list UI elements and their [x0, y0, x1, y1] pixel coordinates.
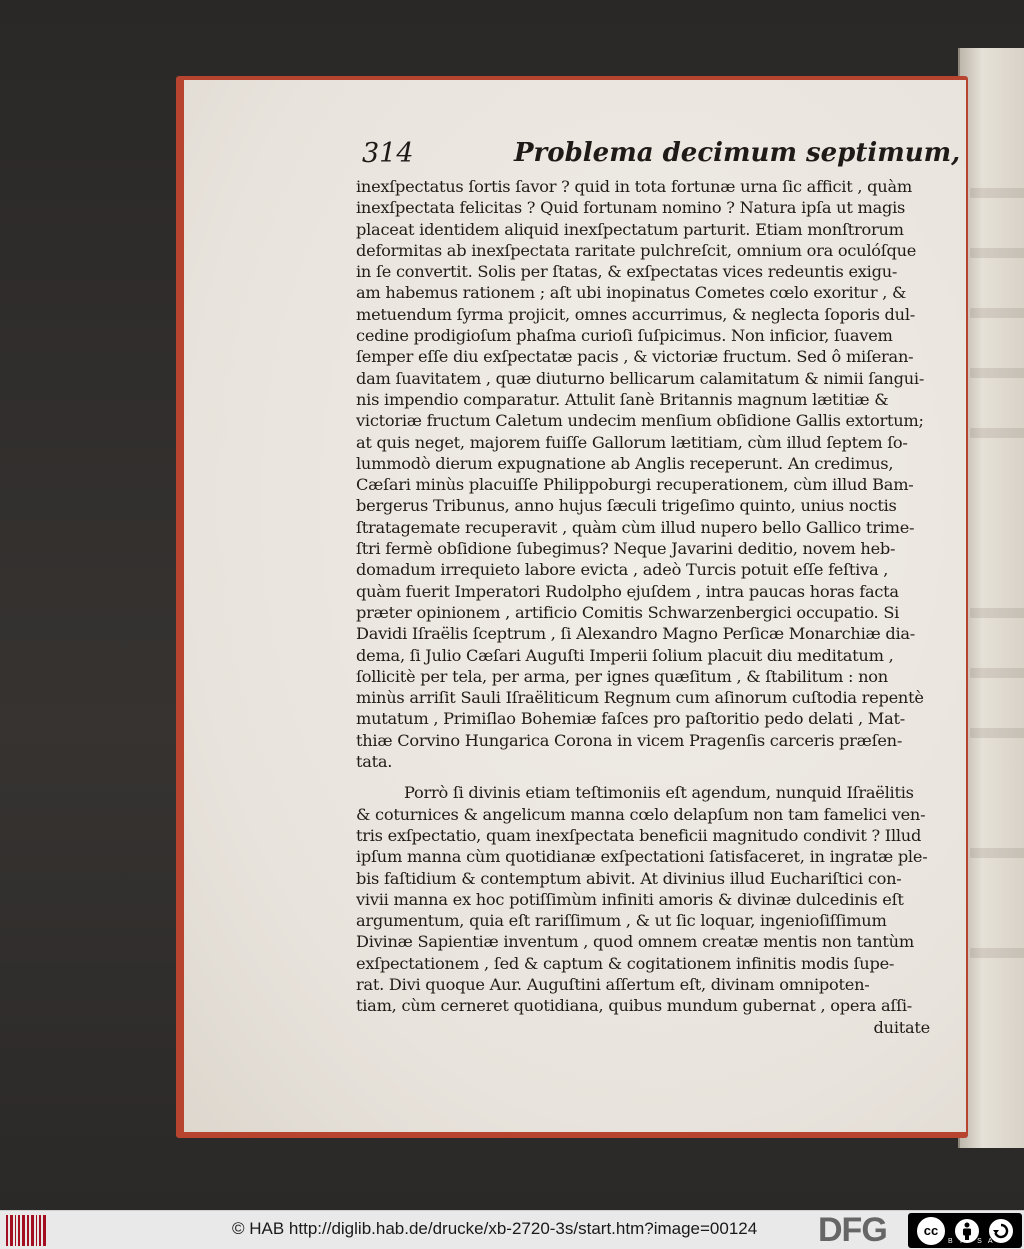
text-line: Cæſari minùs placuiſſe Philippoburgi recuperationem, cùm illud Bam- — [356, 475, 914, 495]
text-line: nis impendio comparatur. Attulit ſanè Britannis magnum lætitiæ & — [356, 389, 889, 409]
text-line: vivii manna ex hoc potiſſimùm infiniti amoris & divinæ dulcedinis eſt — [356, 889, 904, 909]
text-line: inexſpectata felicitas ? Quid fortunam nomino ? Natura ipſa ut magis — [356, 198, 906, 218]
text-line: dema, ſi Julio Cæſari Auguſti Imperii ſolium placuit diu meditatum , — [356, 645, 894, 665]
running-title: Problema decimum septimum, — [514, 138, 961, 168]
cc-icon: cc — [915, 1215, 947, 1247]
text-line: exſpectationem , ſed & captum & cogitationem infinitis modis ſupe- — [356, 953, 895, 973]
license-label: BY SA — [948, 1238, 999, 1245]
text-line: præter opinionem , artificio Comitis Schwarzenbergici occupatio. Si — [356, 602, 900, 622]
dfg-logo: DFG — [818, 1211, 887, 1249]
text-line: ſtratagemate recuperavit , quàm cùm illud nupero bello Gallico trime- — [356, 517, 915, 537]
text-line: Divinæ Sapientiæ inventum , quod omnem creatæ mentis non tantùm — [356, 932, 914, 952]
text-line: bergerus Tribunus, anno hujus ſæculi trigeſimo quinto, unius noctis — [356, 496, 897, 516]
text-line: cedine prodigioſum phaſma curioſi ſuſpicimus. Non inficior, ſuavem — [356, 326, 893, 346]
footer-bar — [0, 1210, 1024, 1249]
text-line: deformitas ab inexſpectata raritate pulchreſcit, omnium ora oculóſque — [356, 240, 917, 260]
library-logo-icon — [6, 1215, 46, 1246]
text-line: mutatum , Primiſlao Bohemiæ faſces pro paſtoritio pedo delati , Mat- — [356, 709, 905, 729]
text-line: ſemper eſſe diu exſpectatæ pacis , & victoriæ fructum. Sed ô miſeran- — [356, 347, 914, 367]
text-line: argumentum, quia eſt rariſſimum , & ut ſic loquar, ingenioſiſſimum — [356, 911, 887, 931]
text-line: & coturnices & angelicum manna cœlo delapſum non tam famelici ven- — [356, 804, 926, 824]
text-line: dam ſuavitatem , quæ diuturno bellicarum calamitatum & nimii ſangui- — [356, 368, 925, 388]
text-line: Davidi Iſraëlis ſceptrum , ſi Alexandro Magno Perſicæ Monarchiæ dia- — [356, 624, 916, 644]
text-line: quàm fuerit Imperatori Rudolpho ejuſdem , intra paucas horas facta — [356, 581, 899, 601]
text-line: at quis neget, majorem fuiſſe Gallorum lætitiam, cùm illud ſeptem ſo- — [356, 432, 908, 452]
text-line: inexſpectatus ſortis ſavor ? quid in tota fortunæ urna ſic afficit , quàm — [356, 177, 912, 196]
text-line: domadum irrequieto labore evicta , adeò Turcis potuit eſſe feſtiva , — [356, 560, 889, 580]
text-line: tris exſpectatio, quam inexſpectata beneficii magnitudo condivit ? Illud — [356, 825, 922, 845]
text-line: in ſe convertit. Solis per ſtatas, & exſpectatas vices redeuntis exigu- — [356, 262, 898, 282]
text-line: bis faſtidium & contemptum abivit. At divinius illud Euchariſtici con- — [356, 868, 902, 888]
text-line: minùs arriſit Sauli Iſraëliticum Regnum cum aſinorum cuſtodia repentè — [356, 688, 924, 708]
catchword: duitate — [873, 1017, 930, 1037]
page-number: 314 — [362, 138, 414, 169]
text-line: tata. — [356, 752, 393, 772]
text-line: am habemus rationem ; aſt ubi inopinatus Cometes cœlo exoritur , & — [356, 283, 907, 303]
text-line: Porrò ſi divinis etiam teſtimoniis eſt agendum, nunquid Iſraëlitis — [404, 783, 914, 803]
text-line: ſollicitè per tela, per arma, per ignes quæſitum , & ſtabilitum : non — [356, 666, 888, 686]
page-header — [362, 136, 961, 176]
text-line: thiæ Corvino Hungarica Corona in vicem Pragenſis carceris præſen- — [356, 730, 903, 750]
text-line: victoriæ fructum Caletum undecim menſium obſidione Gallis extortum; — [356, 411, 924, 431]
body-text — [356, 176, 936, 1038]
paragraph-gap — [356, 772, 936, 782]
text-line: placeat identidem aliquid inexſpectatum parturit. Etiam monſtrorum — [356, 219, 904, 239]
text-line: rat. Divi quoque Aur. Auguſtini aſſertum eſt, divinam omnipoten- — [356, 974, 870, 994]
text-line: lummodò dierum expugnatione ab Anglis receperunt. An credimus, — [356, 453, 894, 473]
text-line: metuendum ſyrma projicit, omnes accurrimus, & neglecta ſoporis dul- — [356, 304, 915, 324]
copyright-link[interactable]: © HAB http://diglib.hab.de/drucke/xb-2720-3s/start.htm?image=00124 — [232, 1219, 758, 1238]
text-line: ipſum manna cùm quotidianæ exſpectationi ſatisfaceret, in ingratæ ple- — [356, 847, 928, 867]
text-line: ſtri fermè obſidione ſubegimus? Neque Javarini deditio, novem heb- — [356, 539, 896, 559]
text-line: tiam, cùm cerneret quotidiana, quibus mundum gubernat , opera aſſi- — [356, 996, 913, 1016]
